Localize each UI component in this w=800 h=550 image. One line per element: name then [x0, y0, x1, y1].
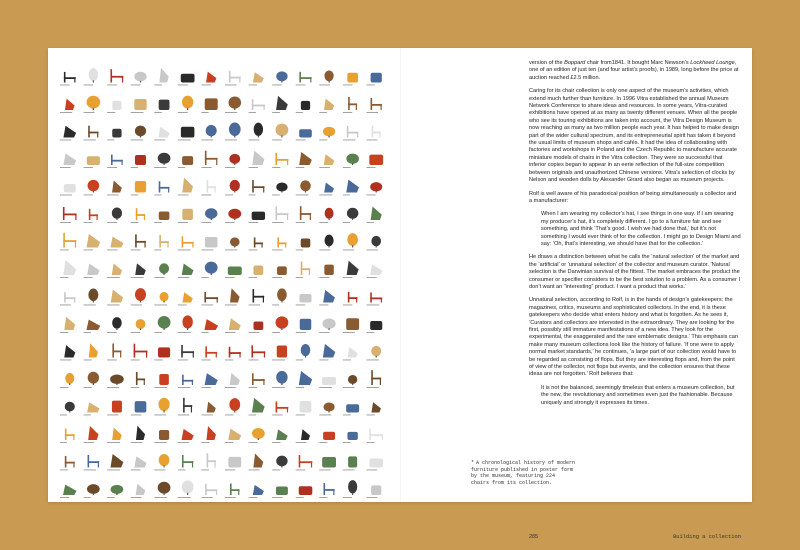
chair-thumbnail	[366, 321, 382, 333]
chair-thumbnail	[131, 263, 146, 277]
chair-thumbnail	[131, 208, 146, 223]
chair-thumbnail	[178, 315, 193, 333]
chair-thumbnail	[249, 454, 264, 471]
chair-thumbnail	[296, 152, 312, 168]
chair-thumbnail	[272, 429, 288, 443]
chair-thumbnail	[343, 73, 358, 86]
chair-thumbnail	[154, 263, 169, 278]
chair-thumbnail	[131, 155, 146, 168]
chair-thumbnail	[154, 212, 169, 223]
chair-thumbnail	[225, 154, 240, 168]
chair-thumbnail	[272, 456, 287, 471]
chair-thumbnail	[178, 156, 193, 168]
chair-thumbnail	[249, 485, 264, 498]
chair-thumbnail	[201, 72, 216, 86]
chair-thumbnail	[225, 318, 241, 333]
chair-thumbnail	[60, 317, 75, 333]
chair-thumbnail	[201, 402, 215, 416]
chair-thumbnail	[107, 129, 121, 141]
chair-thumbnail	[178, 429, 194, 443]
chair-thumbnail	[154, 430, 169, 443]
chair-thumbnail	[319, 402, 334, 415]
chair-thumbnail	[84, 484, 100, 498]
chair-thumbnail	[296, 238, 311, 250]
chair-thumbnail	[249, 237, 263, 250]
chair-thumbnail	[366, 459, 383, 471]
article-column	[529, 60, 741, 413]
chair-thumbnail	[296, 180, 311, 195]
chair-thumbnail	[107, 401, 122, 416]
chair-thumbnail	[249, 398, 265, 415]
chair-thumbnail	[249, 212, 265, 223]
chair-thumbnail	[84, 455, 100, 470]
chair-thumbnail	[178, 236, 194, 250]
chair-thumbnail	[201, 237, 217, 250]
article-paragraph-1	[529, 60, 741, 82]
chair-thumbnail	[249, 72, 264, 85]
book-spread	[48, 48, 752, 540]
chair-thumbnail	[272, 316, 288, 333]
chair-thumbnail	[154, 454, 169, 470]
chair-thumbnail	[154, 398, 169, 416]
chair-thumbnail	[319, 432, 335, 443]
chair-thumbnail	[84, 234, 101, 250]
chair-thumbnail	[60, 456, 75, 470]
chair-thumbnail	[272, 237, 286, 250]
chair-thumbnail	[343, 261, 359, 278]
chair-thumbnail	[154, 235, 169, 250]
block-quote-1: When I am wearing my collector’s hat, I see things in one way. If I am wearing my producer’s hat, it’s completely different. I go to a furniture fair and see something, and think ‘That’s good. I wish we had done that,’ but it’s not something I would ever think of for the collection. I might go to Design Miami and say: ‘Oh, that’s interesting, we should have that for the collection.’	[541, 211, 741, 247]
chair-thumbnail	[296, 401, 312, 415]
chair-thumbnail	[107, 290, 123, 306]
chair-thumbnail	[272, 96, 288, 113]
chair-thumbnail	[131, 372, 145, 388]
chair-thumbnail	[84, 426, 99, 443]
chair-thumbnail	[366, 126, 380, 141]
chair-thumbnail	[201, 180, 215, 195]
chair-thumbnail	[60, 207, 77, 223]
chair-thumbnail	[131, 426, 145, 443]
chair-thumbnail	[178, 480, 194, 498]
chair-thumbnail	[296, 371, 313, 388]
chair-thumbnail	[225, 398, 240, 415]
chair-thumbnail	[249, 123, 263, 141]
chair-thumbnail	[296, 101, 310, 113]
chair-thumbnail	[154, 347, 170, 360]
article-paragraph-2: Caring for its chair collection is only one aspect of the museum’s activities, which extend much further than furniture. In 1996 Vitra established the annual Museum Network Conference to share ideas and resources. In some years, Vitra-curated exhibitions have opened at as many as twenty different venues. When all the people who see its touring exhibitions are taken into account, the Vitra Design Museum is now reaching as many as two million people each year. It has helped to make design part of the wider cultural spectrum, and its entrepreneurial spirit has taken it beyond the usual limits of museum shops and cafés. It had the idea of collaborating with factories and workshops in Poland and the Czech Republic to manufacture accurate miniature models of chairs in the Vitra collection. They were so successful that inferior copies began to appear in an eerie reflection of the full-size competition between originals and unauthorized Chinese versions. Vitra’s selection of clocks by Nelson and wooden dolls by Alexander Girard also began as museum projects.	[529, 88, 739, 184]
chair-thumbnail	[319, 265, 334, 278]
article-paragraph-3: Rolf is well aware of his paradoxical position of being simultaneously a collector and a manufacturer:	[529, 190, 737, 204]
chair-thumbnail	[201, 484, 217, 498]
poster-caption	[471, 460, 576, 486]
chair-poster	[58, 60, 388, 500]
chair-thumbnail	[154, 316, 170, 333]
chair-thumbnail	[154, 68, 168, 86]
chair-thumbnail	[366, 485, 381, 498]
chair-thumbnail	[131, 484, 146, 498]
chair-thumbnail	[60, 345, 75, 360]
chair-thumbnail	[131, 344, 148, 361]
p1-italic-lockheed: Lockheed Lounge	[690, 60, 735, 66]
chair-thumbnail	[84, 264, 100, 278]
chair-thumbnail	[84, 68, 98, 85]
chair-thumbnail	[131, 181, 146, 195]
chair-thumbnail	[84, 343, 98, 360]
p1-text-a: version of the	[529, 60, 565, 66]
chair-thumbnail	[225, 71, 241, 86]
chair-thumbnail	[225, 288, 240, 305]
chair-thumbnail	[201, 125, 216, 140]
chair-thumbnail	[131, 72, 147, 86]
block-quote-2: It is not the balanced, seemingly timeless that enters a museum collection, but the new, the revolutionary and sometimes even just the fashionable. Because uniquely and strongly it expresses its times.	[541, 384, 735, 406]
chair-thumbnail	[178, 455, 193, 470]
chair-thumbnail	[60, 260, 76, 278]
chair-thumbnail	[107, 344, 121, 361]
chair-thumbnail	[249, 99, 265, 113]
page-number: 285	[529, 534, 538, 540]
chair-thumbnail	[131, 456, 147, 470]
chair-thumbnail	[201, 346, 217, 360]
chair-thumbnail	[178, 74, 195, 86]
chair-thumbnail	[154, 181, 169, 195]
chair-thumbnail	[319, 208, 333, 223]
chair-thumbnail	[225, 429, 241, 443]
chair-thumbnail	[272, 486, 288, 497]
chair-thumbnail	[272, 124, 288, 141]
chair-thumbnail	[84, 180, 100, 196]
chair-thumbnail	[60, 373, 74, 388]
chair-thumbnail	[319, 127, 335, 141]
chair-thumbnail	[84, 156, 100, 168]
chair-thumbnail	[319, 99, 334, 113]
chair-thumbnail	[60, 429, 75, 443]
chair-thumbnail	[319, 319, 335, 333]
chair-thumbnail	[84, 209, 98, 223]
chair-thumbnail	[60, 153, 76, 167]
caption-text: A chronological history of modern furniture published in poster form by the museum, featuring 224 chairs from its collection.	[471, 460, 576, 486]
chair-thumbnail	[107, 428, 122, 443]
chair-thumbnail	[296, 262, 311, 278]
chair-thumbnail	[154, 374, 169, 388]
chair-thumbnail	[84, 96, 101, 113]
chair-thumbnail	[201, 208, 217, 223]
chair-thumbnail	[60, 402, 75, 416]
chair-thumbnail	[84, 289, 99, 306]
chair-thumbnail	[249, 345, 266, 360]
chair-thumbnail	[201, 373, 217, 388]
chair-thumbnail	[201, 426, 216, 443]
chair-thumbnail	[60, 99, 75, 113]
chair-thumbnail	[366, 155, 383, 168]
chair-thumbnail	[107, 317, 122, 333]
chair-thumbnail	[84, 402, 100, 415]
chair-thumbnail	[131, 288, 146, 305]
chair-thumbnail	[178, 292, 193, 305]
chair-thumbnail	[366, 402, 381, 415]
chair-thumbnail	[343, 404, 359, 415]
chair-thumbnail	[272, 266, 287, 278]
chair-thumbnail	[343, 97, 357, 113]
chair-thumbnail	[225, 267, 242, 278]
chair-thumbnail	[272, 371, 287, 388]
chair-thumbnail	[343, 456, 357, 470]
chair-thumbnail	[60, 485, 77, 498]
chair-thumbnail	[154, 482, 170, 498]
chair-thumbnail	[366, 429, 383, 443]
chair-thumbnail	[225, 97, 241, 113]
chair-thumbnail	[272, 288, 287, 305]
chair-thumbnail	[131, 401, 147, 415]
chair-thumbnail	[201, 453, 215, 470]
chair-thumbnail	[343, 432, 358, 443]
chair-thumbnail	[107, 454, 123, 470]
chair-thumbnail	[60, 126, 76, 141]
chair-thumbnail	[343, 375, 357, 388]
chair-thumbnail	[319, 457, 336, 470]
chair-thumbnail	[154, 292, 168, 305]
chair-thumbnail	[84, 126, 99, 141]
chair-thumbnail	[225, 483, 240, 497]
chair-thumbnail	[107, 237, 123, 251]
caption-marker: *	[471, 460, 475, 466]
chair-thumbnail	[107, 101, 121, 113]
chair-thumbnail	[178, 398, 192, 416]
chair-thumbnail	[319, 377, 336, 388]
chair-thumbnail	[201, 151, 217, 168]
chair-thumbnail	[272, 346, 287, 361]
chair-thumbnail	[319, 344, 335, 361]
chair-thumbnail	[343, 292, 358, 305]
chair-thumbnail	[319, 70, 333, 85]
chair-thumbnail	[296, 72, 312, 86]
chair-thumbnail	[343, 126, 359, 140]
chair-thumbnail	[60, 233, 76, 251]
chair-thumbnail	[343, 180, 359, 196]
chair-thumbnail	[178, 209, 193, 223]
chair-thumbnail	[319, 235, 333, 251]
chair-thumbnail	[178, 96, 193, 113]
chair-thumbnail	[249, 321, 264, 332]
chair-thumbnail	[366, 73, 381, 86]
chair-thumbnail	[249, 266, 264, 278]
chair-thumbnail	[343, 318, 359, 333]
chair-thumbnail	[107, 208, 122, 223]
p1-text-c: , one of an edition of just ten (and four artist’s proofs), in 1989, long before the price at auction reached £2.5 million.	[529, 60, 739, 81]
chair-thumbnail	[154, 153, 170, 168]
chair-thumbnail	[131, 126, 146, 141]
chair-thumbnail	[225, 237, 240, 250]
chair-thumbnail	[366, 292, 382, 305]
book-gutter	[400, 48, 401, 502]
chair-thumbnail	[366, 98, 381, 113]
chair-thumbnail	[107, 69, 123, 85]
chair-thumbnail	[178, 345, 194, 360]
chair-thumbnail	[225, 209, 241, 223]
chair-thumbnail	[131, 319, 146, 333]
chair-thumbnail	[154, 127, 169, 141]
chair-thumbnail	[107, 375, 124, 388]
chair-thumbnail	[296, 486, 313, 498]
chair-thumbnail	[272, 153, 288, 168]
chair-thumbnail	[249, 180, 265, 195]
chair-thumbnail	[343, 233, 358, 250]
chair-thumbnail	[366, 264, 382, 278]
chair-thumbnail	[178, 178, 193, 196]
chair-thumbnail	[201, 292, 218, 305]
chair-thumbnail	[366, 346, 381, 361]
chair-thumbnail	[296, 206, 311, 223]
chair-thumbnail	[366, 206, 381, 222]
chair-thumbnail	[107, 181, 122, 196]
chair-thumbnail	[107, 263, 122, 277]
chair-thumbnail	[343, 480, 357, 498]
chair-thumbnail	[272, 207, 288, 223]
chair-thumbnail	[225, 373, 240, 388]
chair-thumbnail	[60, 72, 76, 85]
chair-thumbnail	[272, 401, 288, 415]
chair-thumbnail	[84, 320, 101, 333]
chair-thumbnail	[201, 262, 217, 278]
running-title: Building a collection	[673, 534, 741, 540]
chair-poster-grid	[58, 60, 388, 500]
chair-thumbnail	[225, 347, 241, 361]
chair-thumbnail	[343, 154, 359, 168]
chair-thumbnail	[249, 151, 265, 168]
chair-thumbnail	[249, 428, 265, 443]
chair-thumbnail	[296, 455, 313, 470]
chair-thumbnail	[366, 182, 382, 195]
chair-thumbnail	[107, 155, 123, 168]
chair-thumbnail	[319, 154, 334, 168]
chair-thumbnail	[343, 208, 359, 223]
chair-thumbnail	[107, 485, 123, 498]
chair-thumbnail	[272, 71, 287, 85]
chair-thumbnail	[249, 289, 265, 305]
chair-thumbnail	[178, 127, 195, 141]
chair-thumbnail	[131, 99, 147, 113]
chair-thumbnail	[343, 347, 358, 360]
chair-thumbnail	[319, 182, 334, 195]
article-paragraph-4: He draws a distinction between what he calls the ‘natural selection’ of the market and the ‘artificial’ or ‘unnatural selection’ of the collector and museum curator. ‘Natural selection is the Darwinian survival of the fittest. The market embraces the product the consumer or specifier considers to be the best solution to a problem. As a consumer I don’t want an “interesting” product. I want a product that works.’	[529, 254, 741, 290]
p1-text-b: chair from1841. It bought Marc Newson’s	[585, 60, 691, 66]
chair-thumbnail	[296, 344, 311, 360]
chair-thumbnail	[154, 100, 169, 113]
chair-thumbnail	[60, 292, 75, 305]
article-paragraph-5: Unnatural selection, according to Rolf, is in the hands of design’s gatekeepers: the magazines, critics, museums and sophisticated collectors. In the end, it is these gatekeepers who decide what enters history and what is forgotten. As he sees it, ‘Curators and collectors are interested in the extraordinary. They are looking for the first, possibly still immature manifestations of a new idea. They look for the experimental, the exaggerated and the rare emblematic designs.’ This emphasis can make many museum collections look like the history of failure. ‘If one were to apply normal market standards,’ he continues, ‘a large part of our collection would have to be regarded as consisting of flops. But they are interesting flops and, from the point of view of the collector, not flops but events, and the collection ensures that these ideas are not forgotten.’ Rolf believes that:	[529, 297, 738, 378]
chair-thumbnail	[272, 182, 287, 195]
chair-thumbnail	[366, 370, 381, 388]
chair-thumbnail	[296, 129, 312, 140]
chair-thumbnail	[178, 264, 194, 278]
chair-thumbnail	[225, 180, 240, 196]
chair-thumbnail	[201, 98, 217, 112]
chair-thumbnail	[319, 483, 334, 498]
chair-thumbnail	[225, 123, 241, 141]
chair-thumbnail	[131, 234, 146, 250]
chair-thumbnail	[366, 236, 381, 251]
chair-thumbnail	[178, 375, 193, 388]
chair-thumbnail	[296, 294, 312, 305]
chair-thumbnail	[249, 373, 265, 388]
chair-thumbnail	[296, 319, 312, 333]
chair-thumbnail	[296, 429, 310, 443]
chair-thumbnail	[84, 372, 99, 388]
chair-thumbnail	[60, 184, 76, 195]
chair-thumbnail	[201, 319, 218, 333]
chair-thumbnail	[225, 457, 241, 471]
p1-italic-boppard: Boppard	[564, 60, 586, 66]
chair-thumbnail	[319, 290, 335, 305]
